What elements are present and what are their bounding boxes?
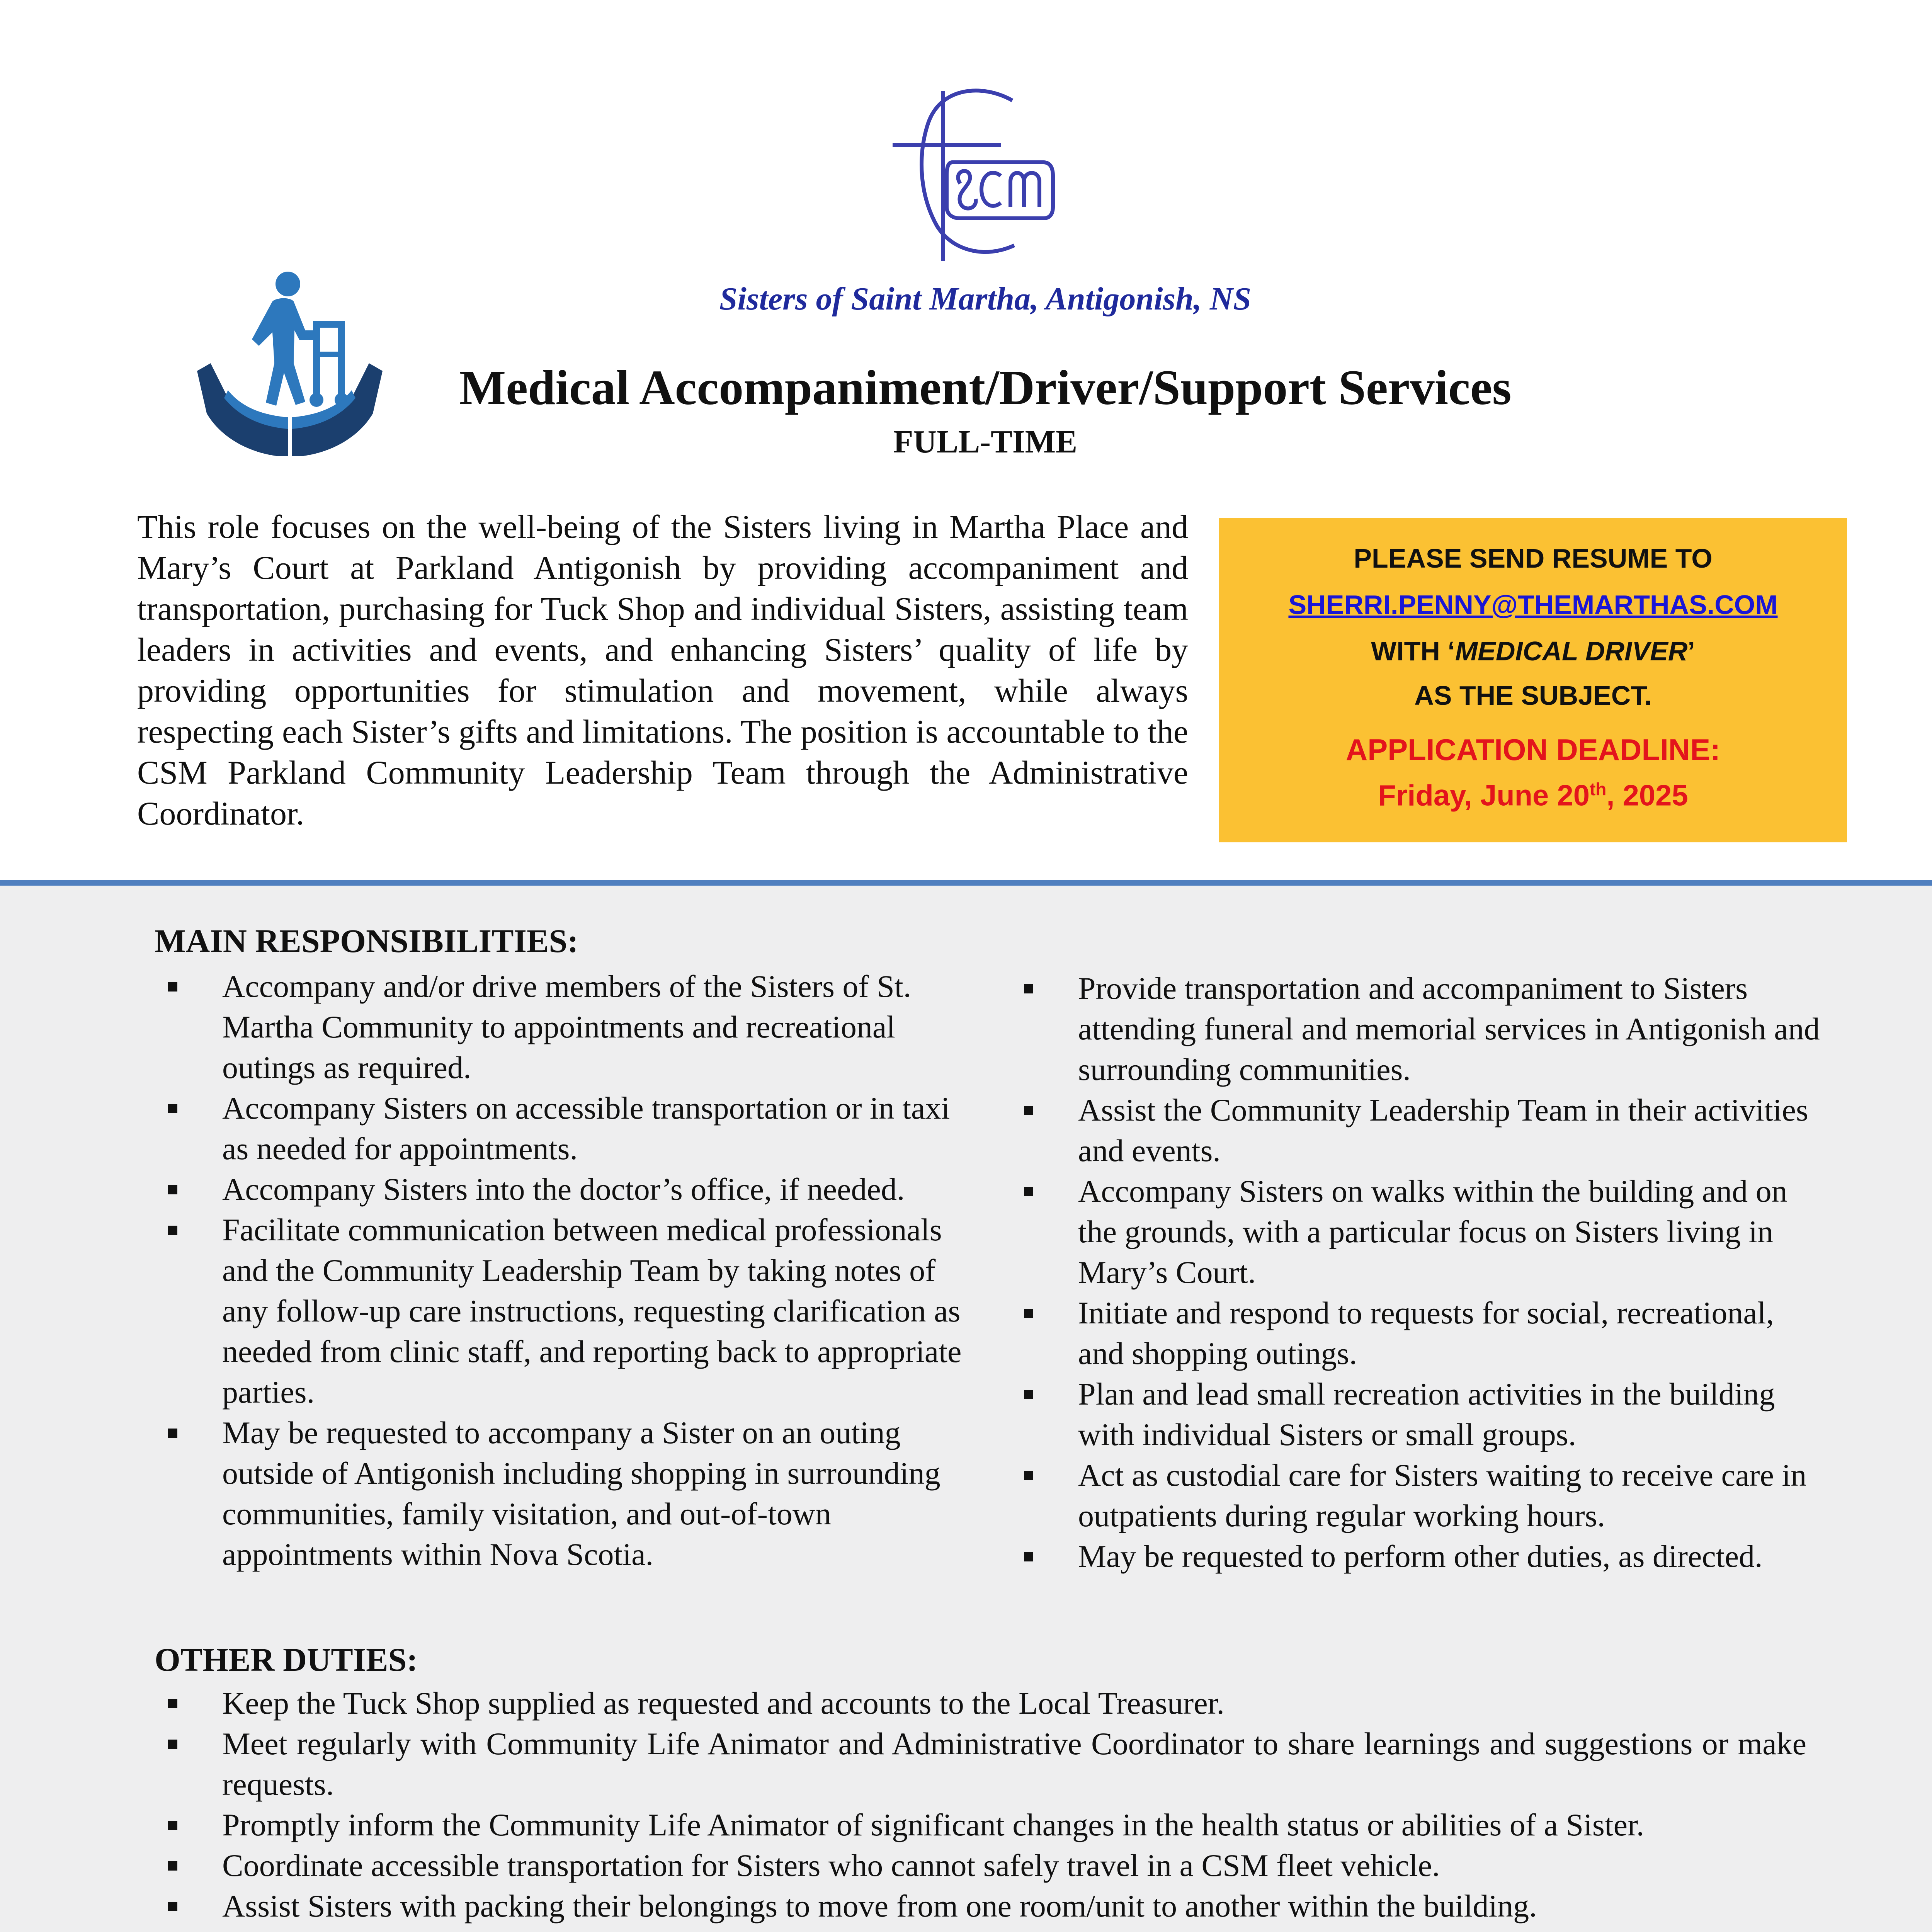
list-item: Meet regularly with Community Life Animator and Administrative Coordinator to share learnings and suggestions or make requests. (156, 1723, 1806, 1804)
main-responsibilities-right-list (1012, 968, 1824, 1577)
other-duties-heading: OTHER DUTIES: (155, 1641, 418, 1678)
page-title: Medical Accompaniment/Driver/Support Services (459, 360, 1512, 415)
list-item: Coordinate accessible transportation for Sisters who cannot safely travel in a CSM fleet vehicle. (156, 1845, 1806, 1886)
deadline-date-main: Friday, June 20 (1378, 779, 1590, 812)
intro-paragraph: This role focuses on the well-being of the Sisters living in Martha Place and Mary’s Court at Parkland Antigonish by providing accompaniment and transportation, purchasing for Tuck Shop and individual Sisters, assisting team leaders in activities and events, and enhancing Sisters’ quality of life by providing opportunities for stimulation and movement, while always respecting each Sister’s gifts and limitations. The position is accountable to the CSM Parkland Community Leadership Team through the Administrative Coordinator. (137, 508, 1188, 832)
list-item: Provide transportation and accompaniment to Sisters attending funeral and memorial services in Antigonish and surrounding communities. (1012, 968, 1824, 1090)
list-item: Plan and lead small recreation activities in the building with individual Sisters or small groups. (1012, 1374, 1824, 1455)
list-item: May be requested to perform other duties, as directed. (1012, 1536, 1824, 1577)
apply-email-link[interactable]: SHERRI.PENNY@THEMARTHAS.COM (1288, 590, 1778, 620)
organization-name: Sisters of Saint Martha, Antigonish, NS (719, 281, 1252, 317)
list-item: May be requested to accompany a Sister on an outing outside of Antigonish including shopping in surrounding communities, family visitation, and out-of-town appointments within Nova Scotia. (156, 1412, 968, 1575)
list-item: Facilitate communication between medical professionals and the Community Leadership Team by taking notes of any follow-up care instructions, requesting clarification as needed from clinic staff, and reporting back to appropriate parties. (156, 1209, 968, 1412)
apply-subject-note: AS THE SUBJECT. (1414, 680, 1652, 711)
apply-subject-line (1219, 636, 1847, 667)
deadline-date-suffix: th (1589, 779, 1607, 799)
apply-subject-suffix: ’ (1687, 636, 1695, 666)
main-responsibilities-left-list (156, 966, 968, 1575)
list-item: Accompany and/or drive members of the Sisters of St. Martha Community to appointments and recreational outings as required. (156, 966, 968, 1088)
logo-text: CSM (885, 79, 886, 80)
apply-subject-text: MEDICAL DRIVER (1455, 636, 1688, 666)
main-responsibilities-heading: MAIN RESPONSIBILITIES: (155, 922, 578, 959)
list-item: Act as custodial care for Sisters waiting to receive care in outpatients during regular working hours. (1012, 1455, 1824, 1536)
apply-instruction: PLEASE SEND RESUME TO (1354, 543, 1713, 573)
csm-logo-icon (885, 79, 1055, 272)
list-item: Keep the Tuck Shop supplied as requested and accounts to the Local Treasurer. (156, 1683, 1806, 1723)
list-item: Initiate and respond to requests for social, recreational, and shopping outings. (1012, 1293, 1824, 1374)
list-item: Promptly inform the Community Life Animator of significant changes in the health status or abilities of a Sister. (156, 1804, 1806, 1845)
list-item: Accompany Sisters on accessible transportation or in taxi as needed for appointments. (156, 1088, 968, 1169)
apply-callout-box (1219, 518, 1847, 842)
other-duties-list (156, 1683, 1806, 1926)
list-item: Assist the Community Leadership Team in their activities and events. (1012, 1090, 1824, 1171)
deadline-label: APPLICATION DEADLINE: (1345, 733, 1721, 767)
divider-top (0, 880, 1932, 886)
list-item: Accompany Sisters into the doctor’s office, if needed. (156, 1169, 968, 1209)
page-subtitle: FULL-TIME (893, 424, 1078, 460)
deadline-date (1219, 779, 1847, 812)
deadline-date-year: , 2025 (1606, 779, 1688, 812)
apply-subject-prefix: WITH ‘ (1371, 636, 1455, 666)
list-item: Accompany Sisters on walks within the building and on the grounds, with a particular focus on Sisters living in Mary’s Court. (1012, 1171, 1824, 1293)
list-item: Assist Sisters with packing their belongings to move from one room/unit to another within the building. (156, 1886, 1806, 1926)
